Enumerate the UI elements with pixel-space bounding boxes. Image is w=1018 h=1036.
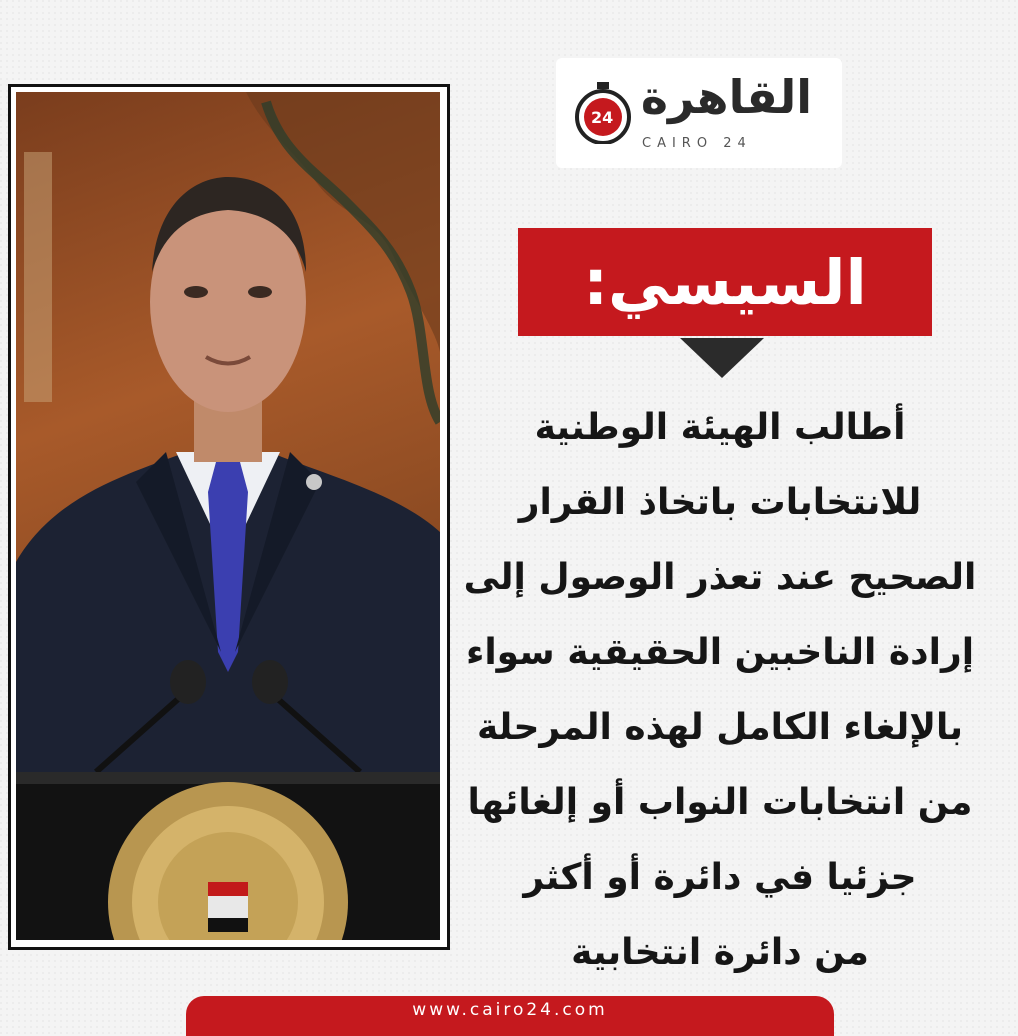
portrait-illustration — [16, 92, 440, 940]
logo-subtitle: CAIRO 24 — [642, 136, 752, 151]
quote-line: جزئيا في دائرة أو أكثر — [523, 857, 917, 898]
quote-line: بالإلغاء الكامل لهذه المرحلة — [476, 707, 964, 748]
logo-badge: 24 — [591, 108, 614, 127]
speaker-photo — [16, 92, 440, 940]
quote-text — [460, 398, 980, 998]
quote-line: للانتخابات باتخاذ القرار — [518, 482, 922, 523]
website-link[interactable]: www.cairo24.com — [412, 1000, 608, 1020]
quote-line: من دائرة انتخابية — [571, 932, 869, 973]
headline-speaker: السيسي: — [583, 245, 867, 319]
logo-title: القاهرة — [640, 70, 812, 124]
quote-line: أطالب الهيئة الوطنية — [534, 407, 906, 448]
quote-line: إرادة الناخبين الحقيقية سواء — [465, 632, 975, 673]
headline-box — [518, 228, 932, 336]
footer-bar — [186, 996, 834, 1036]
brand-logo — [556, 58, 842, 168]
down-arrow-icon — [680, 338, 764, 378]
quote-line: الصحيح عند تعذر الوصول إلى — [463, 557, 977, 598]
quote-line: من انتخابات النواب أو إلغائها — [467, 782, 973, 823]
